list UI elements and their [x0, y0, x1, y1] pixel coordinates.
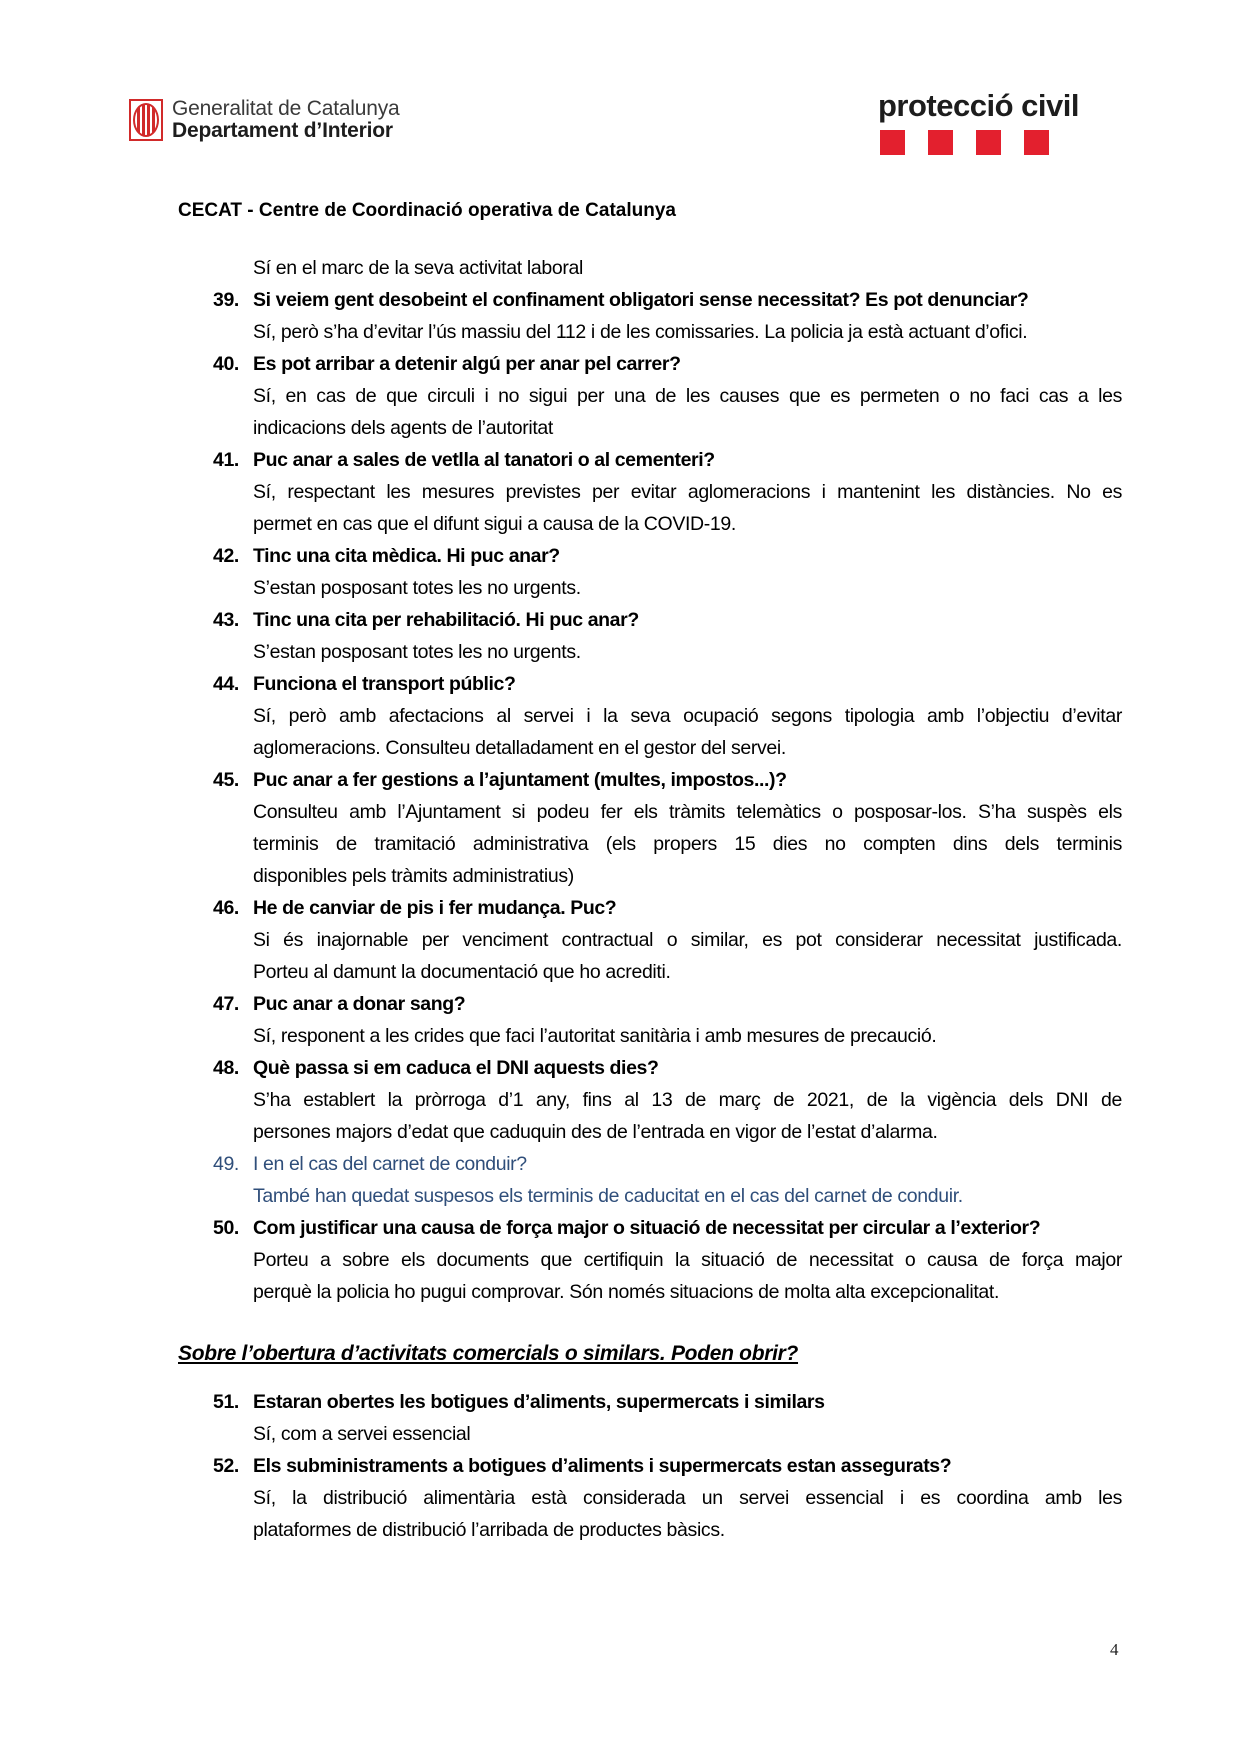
- question-text: Com justificar una causa de força major o situació de necessitat per circular a l’exterior?: [253, 1217, 1041, 1239]
- faq-answer-line: S’estan posposant totes les no urgents.: [253, 577, 581, 599]
- brand-squares-icon: [880, 130, 1079, 155]
- question-number: 51.: [213, 1391, 239, 1413]
- question-number: 50.: [213, 1217, 239, 1239]
- faq-answer-line: indicacions dels agents de l’autoritat: [253, 417, 553, 439]
- question-text: Tinc una cita per rehabilitació. Hi puc anar?: [253, 609, 639, 631]
- faq-answer-line: Sí, la distribució alimentària està considerada un servei essencial i es coordina amb les: [253, 1487, 1122, 1509]
- question-text: Puc anar a fer gestions a l’ajuntament (multes, impostos...)?: [253, 769, 787, 791]
- faq-question: [178, 348, 1122, 380]
- proteccio-civil-logo: [878, 90, 1079, 155]
- question-text: Els subministraments a botigues d’aliments i supermercats estan assegurats?: [253, 1455, 952, 1477]
- faq-answer-line: permet en cas que el difunt sigui a causa de la COVID-19.: [253, 513, 736, 535]
- question-text: Puc anar a sales de vetlla al tanatori o al cementeri?: [253, 449, 715, 471]
- question-text: Què passa si em caduca el DNI aquests dies?: [253, 1057, 659, 1079]
- faq-question: [178, 988, 1122, 1020]
- faq-answer-line: Sí, però s’ha d’evitar l’ús massiu del 112 i de les comissaries. La policia ja està actuant d’ofici.: [253, 321, 1028, 343]
- question-number: 46.: [213, 897, 239, 919]
- faq-answer-line: persones majors d’edat que caduquin des de l’entrada en vigor de l’estat d’alarma.: [253, 1121, 938, 1143]
- faq-answer-line: Sí, en cas de que circuli i no sigui per una de les causes que es permeten o no faci cas a les: [253, 385, 1122, 407]
- faq-item: [178, 1450, 1122, 1546]
- org-name: Generalitat de Catalunya: [172, 97, 400, 120]
- question-number: 41.: [213, 449, 239, 471]
- faq-answer-line: aglomeracions. Consulteu detalladament en el gestor del servei.: [253, 737, 786, 759]
- faq-item: [178, 348, 1122, 444]
- question-text: Estaran obertes les botigues d’aliments, supermercats i similars: [253, 1391, 825, 1413]
- faq-answer-line: També han quedat suspesos els terminis de caducitat en el cas del carnet de conduir.: [253, 1185, 963, 1207]
- generalitat-emblem-icon: [129, 99, 163, 141]
- faq-question: [178, 444, 1122, 476]
- question-text: Puc anar a donar sang?: [253, 993, 466, 1015]
- faq-answer-line: Porteu al damunt la documentació que ho acrediti.: [253, 961, 671, 983]
- question-text: He de canviar de pis i fer mudança. Puc?: [253, 897, 617, 919]
- question-text: Es pot arribar a detenir algú per anar pel carrer?: [253, 353, 681, 375]
- faq-question: [178, 604, 1122, 636]
- question-text: I en el cas del carnet de conduir?: [253, 1153, 527, 1175]
- section-title: Sobre l’obertura d’activitats comercials o similars. Poden obrir?: [178, 1342, 799, 1365]
- faq-list-commercial: [178, 1386, 1122, 1546]
- faq-answer-line: Sí, respectant les mesures previstes per evitar aglomeracions i mantenint les distàncies. No es: [253, 481, 1122, 503]
- faq-answer-line: Si és inajornable per venciment contractual o similar, es pot considerar necessitat justificada.: [253, 929, 1122, 951]
- document-header-title: CECAT - Centre de Coordinació operativa de Catalunya: [178, 200, 676, 221]
- faq-answer-line: disponibles pels tràmits administratius): [253, 865, 574, 887]
- question-text: Tinc una cita mèdica. Hi puc anar?: [253, 545, 560, 567]
- question-number: 48.: [213, 1057, 239, 1079]
- faq-question: [178, 540, 1122, 572]
- faq-list: [178, 284, 1122, 1308]
- faq-item: [178, 284, 1122, 348]
- faq-item: [178, 1052, 1122, 1148]
- faq-answer-line: terminis de tramitació administrativa (els propers 15 dies no compten dins dels terminis: [253, 833, 1122, 855]
- faq-question: [178, 668, 1122, 700]
- faq-question: [178, 1386, 1122, 1418]
- faq-item: [178, 1386, 1122, 1450]
- faq-question: [178, 284, 1122, 316]
- faq-question: [178, 1052, 1122, 1084]
- faq-answer-line: S’estan posposant totes les no urgents.: [253, 641, 581, 663]
- page-number: 4: [1110, 1640, 1119, 1659]
- department-name: Departament d’Interior: [172, 119, 393, 143]
- question-number: 42.: [213, 545, 239, 567]
- question-number: 47.: [213, 993, 239, 1015]
- faq-item: [178, 1148, 1122, 1212]
- faq-answer-line: Porteu a sobre els documents que certifiquin la situació de necessitat o causa de força major: [253, 1249, 1122, 1271]
- faq-answer-line: Sí, com a servei essencial: [253, 1423, 471, 1445]
- faq-answer-line: plataformes de distribució l’arribada de productes bàsics.: [253, 1519, 725, 1541]
- question-number: 49.: [213, 1153, 239, 1175]
- faq-answer-line: S’ha establert la pròrroga d’1 any, fins al 13 de març de 2021, de la vigència dels DNI de: [253, 1089, 1122, 1111]
- faq-item: [178, 892, 1122, 988]
- faq-question: [178, 1212, 1122, 1244]
- faq-question: [178, 764, 1122, 796]
- faq-item: [178, 540, 1122, 604]
- faq-item: [178, 604, 1122, 668]
- faq-question: [178, 1450, 1122, 1482]
- brand-name: protecció civil: [878, 88, 1079, 123]
- question-number: 44.: [213, 673, 239, 695]
- question-text: Funciona el transport públic?: [253, 673, 516, 695]
- question-number: 45.: [213, 769, 239, 791]
- intro-answer: Sí en el marc de la seva activitat laboral: [253, 257, 583, 279]
- faq-answer-line: Sí, responent a les crides que faci l’autoritat sanitària i amb mesures de precaució.: [253, 1025, 937, 1047]
- faq-item: [178, 764, 1122, 892]
- faq-question: [178, 892, 1122, 924]
- document-body: [178, 252, 1122, 1546]
- question-number: 52.: [213, 1455, 239, 1477]
- generalitat-logo: [129, 98, 400, 142]
- faq-answer-line: Consulteu amb l’Ajuntament si podeu fer els tràmits telemàtics o posposar-los. S’ha suspès els: [253, 801, 1122, 823]
- faq-question: [178, 1148, 1122, 1180]
- question-text: Si veiem gent desobeint el confinament obligatori sense necessitat? Es pot denunciar?: [253, 289, 1029, 311]
- faq-item: [178, 668, 1122, 764]
- question-number: 40.: [213, 353, 239, 375]
- faq-item: [178, 1212, 1122, 1308]
- faq-answer-line: Sí, però amb afectacions al servei i la seva ocupació segons tipologia amb l’objectiu d’evitar: [253, 705, 1122, 727]
- question-number: 39.: [213, 289, 239, 311]
- faq-answer-line: perquè la policia ho pugui comprovar. Són només situacions de molta alta excepcionalitat.: [253, 1281, 1000, 1303]
- question-number: 43.: [213, 609, 239, 631]
- faq-item: [178, 444, 1122, 540]
- faq-item: [178, 988, 1122, 1052]
